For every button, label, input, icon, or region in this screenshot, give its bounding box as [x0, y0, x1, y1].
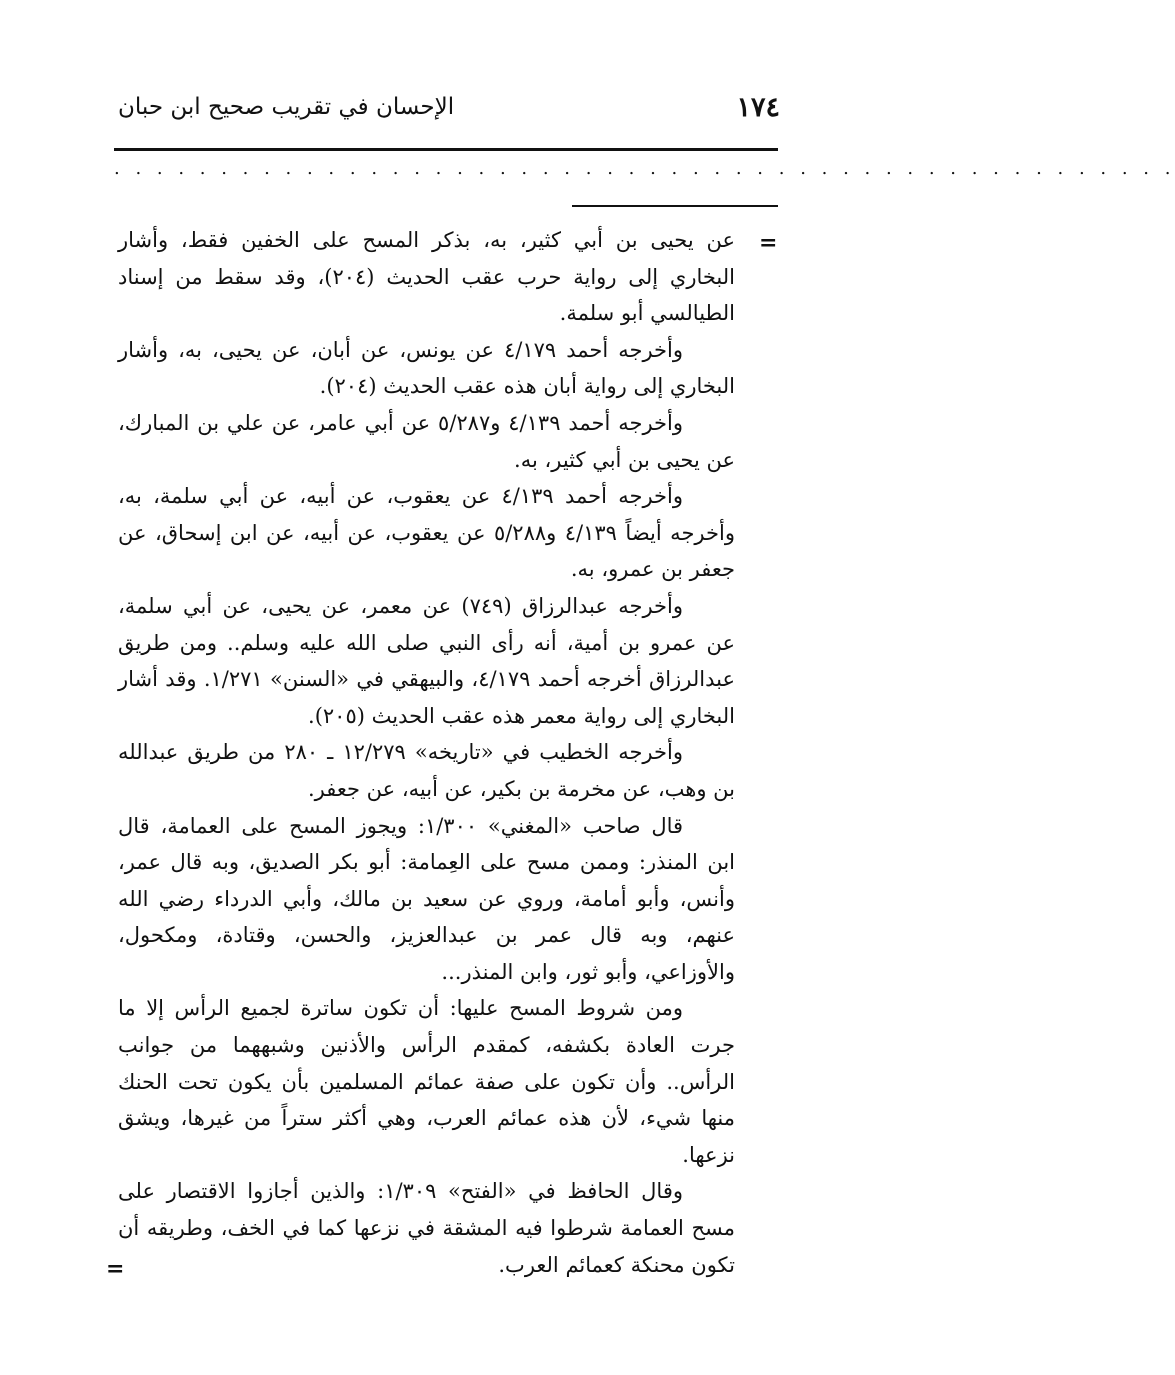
footnote-paragraph: قال صاحب «المغني» ١/٣٠٠: ويجوز المسح على العمامة، قال ابن المنذر: وممن مسح على العِمامة: أبو بكر الصديق، وبه قال عمر، وأنس، وأبو أمامة، وروي عن سعيد بن مالك، وأبي الدرداء رضي الله عنهم، وبه قال عمر بن عبدالعزيز، والحسن، وقتادة، ومكحول، والأوزاعي، وأبو ثور، وابن المنذر... [118, 813, 735, 984]
footnote-rule [572, 205, 778, 207]
footnote-text [118, 222, 735, 1283]
page-header [112, 92, 780, 132]
continuation-mark-bottom: = [106, 1256, 125, 1282]
footnote-paragraph: وأخرجه الخطيب في «تاريخه» ١٢/٢٧٩ ـ ٢٨٠ من طريق عبدالله بن وهب، عن مخرمة بن بكير، عن أبيه، عن جعفر. [118, 740, 735, 801]
footnote-paragraph: وأخرجه أحمد ٤/١٣٩ و٥/٢٨٧ عن أبي عامر، عن علي بن المبارك، عن يحيى بن أبي كثير، به. [118, 410, 735, 472]
continuation-mark-top: = [759, 230, 778, 256]
header-rule [114, 148, 778, 151]
footnote-paragraph: وقال الحافظ في «الفتح» ١/٣٠٩: والذين أجازوا الاقتصار على مسح العمامة شرطوا فيه المشقة في نزعها كما في الخف، وطريقه أن تكون محنكة كعمائم العرب. [118, 1179, 735, 1277]
footnote-paragraph: عن يحيى بن أبي كثير، به، بذكر المسح على الخفين فقط، وأشار البخاري إلى رواية حرب عقب الحديث (٢٠٤)، وقد سقط من إسناد الطيالسي أبو سلمة. [118, 228, 735, 326]
footnote-paragraph: وأخرجه أحمد ٤/١٧٩ عن يونس، عن أبان، عن يحيى، به، وأشار البخاري إلى رواية أبان هذه عقب الحديث (٢٠٤). [118, 337, 735, 399]
running-title: الإحسان في تقريب صحيح ابن حبان [118, 94, 455, 120]
footnote-paragraph: وأخرجه عبدالرزاق (٧٤٩) عن معمر، عن يحيى، عن أبي سلمة، عن عمرو بن أمية، أنه رأى النبي صلى الله عليه وسلم.. ومن طريق عبدالرزاق أخرجه أحمد ٤/١٧٩، والبيهقي في «السنن» ١/٢٧١. وقد أشار البخاري إلى رواية معمر هذه عقب الحديث (٢٠٥). [118, 593, 735, 728]
footnote-paragraph: ومن شروط المسح عليها: أن تكون ساترة لجميع الرأس إلا ما جرت العادة بكشفه، كمقدم الرأس والأذنين وشبههما من جوانب الرأس.. وأن تكون على صفة عمائم المسلمين بأن يكون تحت الحنك منها شيء، لأن هذه عمائم العرب، وهي أكثر ستراً من غيرها، ويشق نزعها. [118, 996, 735, 1167]
footnote-paragraph: وأخرجه أحمد ٤/١٣٩ عن يعقوب، عن أبيه، عن أبي سلمة، به، وأخرجه أيضاً ٤/١٣٩ و٥/٢٨٨ عن يعقوب، عن أبيه، عن ابن إسحاق، عن جعفر بن عمرو، به. [118, 484, 735, 582]
page-number: ١٧٤ [736, 92, 780, 123]
dotted-separator: . . . . . . . . . . . . . . . . . . . . . . . . . . . . . . . . . . . . . . . . . . . . . . . . . . [114, 158, 1175, 179]
